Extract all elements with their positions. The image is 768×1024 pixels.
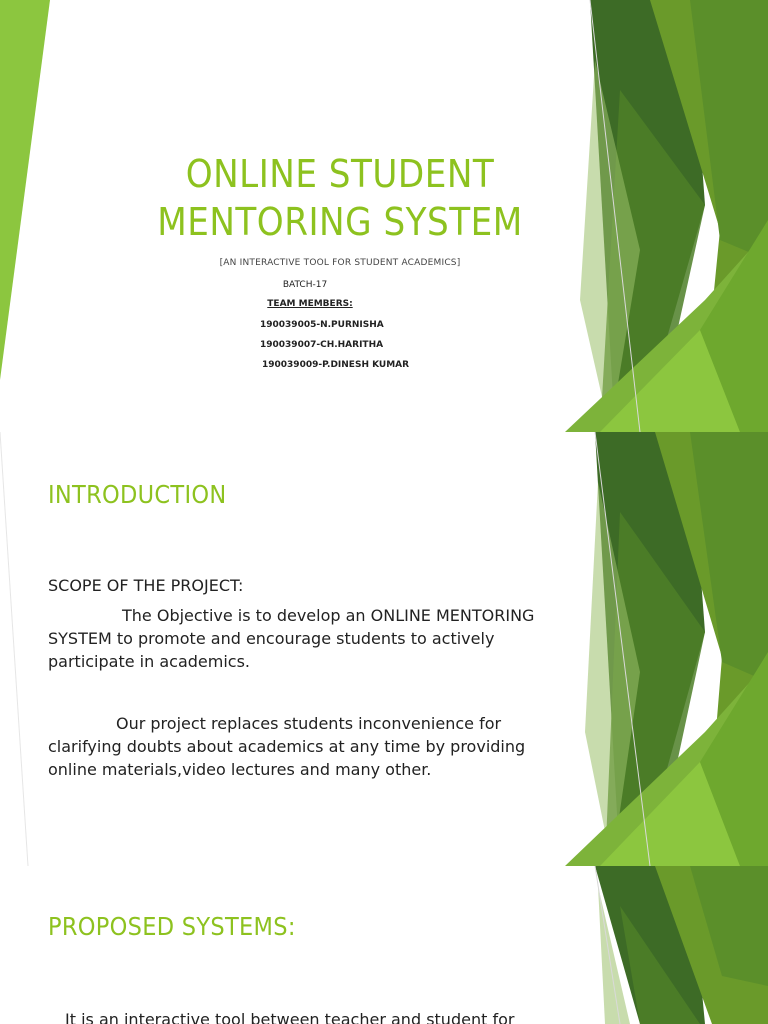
batch-label: BATCH-17 <box>282 280 328 290</box>
proposed-systems-slide <box>0 866 768 1024</box>
project-paragraph: Our project replaces students inconvenience for clarifying doubts about academics at any time by providing online materials,video lectures and many other. <box>48 714 526 779</box>
introduction-heading: INTRODUCTION <box>48 480 227 509</box>
team-member: 190039009-P.DINESH KUMAR <box>262 360 410 370</box>
proposed-systems-paragraph: It is an interactive tool between teacher and student for <box>65 1010 515 1024</box>
proposed-systems-heading: PROPOSED SYSTEMS: <box>48 912 296 941</box>
title-slide <box>0 0 768 432</box>
introduction-slide <box>0 432 768 866</box>
team-member: 190039005-N.PURNISHA <box>260 320 384 330</box>
title-line-2: MENTORING SYSTEM <box>157 200 523 244</box>
scope-label: SCOPE OF THE PROJECT: <box>48 576 244 595</box>
team-member: 190039007-CH.HARITHA <box>260 340 384 350</box>
title-line-1: ONLINE STUDENT <box>185 152 495 196</box>
green-facet-decoration <box>0 866 768 1024</box>
presentation-subtitle: [AN INTERACTIVE TOOL FOR STUDENT ACADEMICS] <box>219 258 461 268</box>
objective-paragraph: The Objective is to develop an ONLINE MENTORING SYSTEM to promote and encourage students to actively participate in academics. <box>48 606 535 671</box>
presentation-title <box>130 150 550 246</box>
team-members-heading: TEAM MEMBERS: <box>267 299 353 309</box>
